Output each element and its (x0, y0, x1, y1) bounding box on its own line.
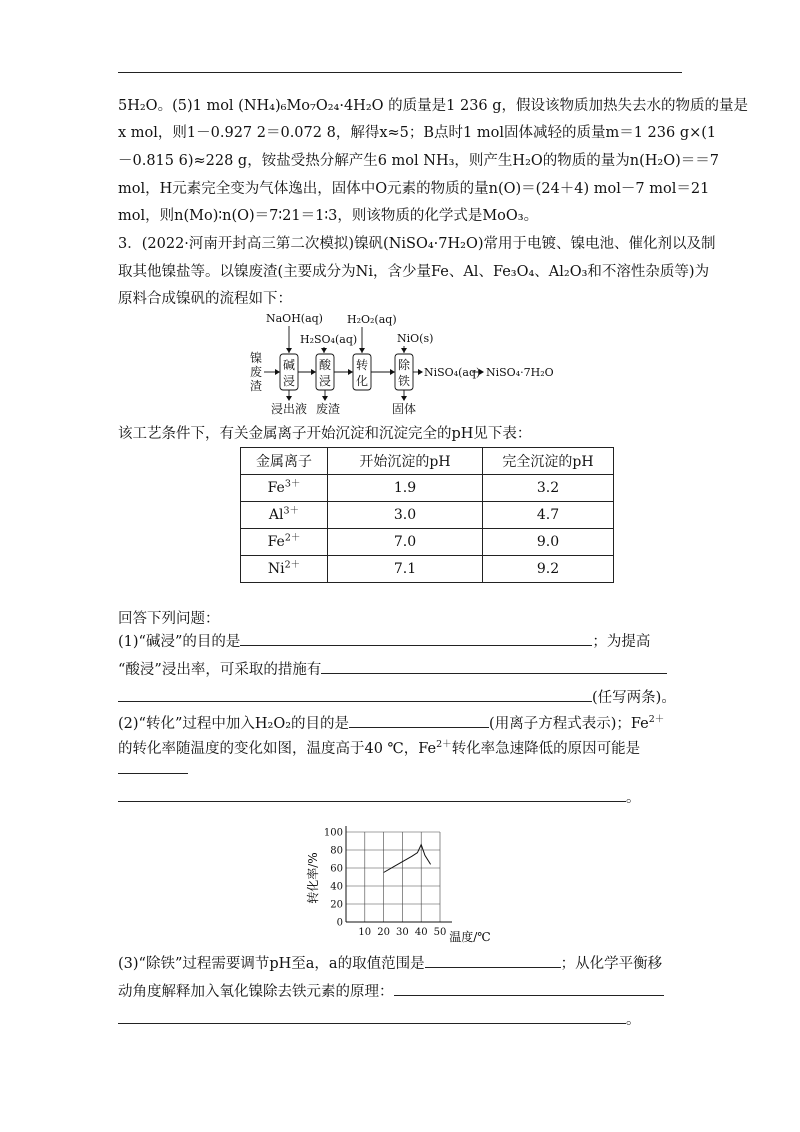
chart-axes (346, 826, 452, 922)
q3-line-1 (118, 952, 662, 974)
chart-series-line (384, 845, 431, 873)
step2-char-2: 浸 (318, 374, 332, 388)
step1-char-2: 浸 (282, 374, 296, 388)
chart-y-tick-label: 20 (330, 899, 343, 911)
step4-char-2: 铁 (397, 374, 411, 388)
end-ph-cell: 9.2 (483, 556, 614, 583)
answer-line-5: mol，则n(Mo)∶n(O)＝7∶21＝1∶3，则该物质的化学式是MoO₃。 (118, 208, 539, 224)
q2-line-4 (118, 786, 641, 808)
table-row (241, 475, 614, 502)
q1-line-1 (118, 630, 650, 652)
table-header: 金属离子 (241, 448, 328, 475)
ion-cell: $Al^{3+}$ (241, 502, 328, 529)
q3-blank-3[interactable] (118, 1008, 626, 1024)
out-leachate: 浸出液 (270, 402, 308, 416)
chart-x-tick-label: 50 (433, 927, 447, 938)
chart-y-tick-labels (324, 828, 343, 929)
chart-y-tick-label: 40 (330, 881, 343, 893)
question-intro-line-3: 原料合成镍矾的流程如下： (118, 291, 292, 307)
q2-blank-3[interactable] (118, 786, 626, 802)
q2-line-3 (118, 758, 188, 780)
end-ph-cell: 4.7 (483, 502, 614, 529)
ion-cell: $Fe^{3+}$ (241, 475, 328, 502)
q2-blank-2[interactable] (118, 758, 188, 774)
process-flow-diagram (250, 310, 560, 416)
start-char-2: 废 (250, 365, 263, 379)
start-ph-cell: 3.0 (328, 502, 483, 529)
start-ph-cell: 1.9 (328, 475, 483, 502)
q2-line-2 (118, 739, 640, 759)
reagent-naoh: NaOH(aq) (266, 312, 323, 325)
chart-grid (346, 832, 440, 922)
chart-y-tick-label: 60 (330, 863, 343, 875)
start-ph-cell: 7.0 (328, 529, 483, 556)
q3-line-2 (118, 980, 664, 1002)
step4-char-1: 除 (397, 358, 411, 372)
step3-char-2: 化 (355, 374, 369, 388)
start-ph-cell: 7.1 (328, 556, 483, 583)
answer-line-1: 5H₂O。(5)1 mol (NH₄)₆Mo₇O₂₄·4H₂O 的质量是1 236 g，假设该物质加热失去水的物质的量是 (118, 98, 749, 114)
conversion-rate-chart (290, 818, 510, 943)
q3-prompt-3: 动角度解释加入氧化镍除去铁元素的原理： (118, 984, 394, 1000)
q2-prompt: (2)“转化”过程中加入H₂O₂的目的是 (118, 716, 350, 732)
step1-char-1: 碱 (282, 358, 296, 372)
q2-prompt-3: 的转化率随温度的变化如图，温度高于40 ℃，Fe (118, 741, 437, 757)
q2-line-1 (118, 712, 664, 734)
chart-y-tick-label: 0 (336, 917, 343, 929)
chart-y-label: 转化率/% (306, 852, 320, 904)
start-char-3: 渣 (250, 379, 263, 393)
answer-lead: 回答下列问题： (118, 611, 220, 627)
answer-line-2: x mol，则1－0.927 2＝0.072 8，解得x≈5；B点时1 mol固体减轻的质量m＝1 236 g×(1 (118, 125, 717, 141)
q1-prompt-2: ；为提高 (592, 634, 651, 650)
q1-prompt: (1)“碱浸”的目的是 (118, 634, 241, 650)
chart-x-tick-label: 10 (358, 927, 372, 938)
chart-y-tick-label: 80 (330, 845, 343, 857)
table-row (241, 502, 614, 529)
question-source: (2022·河南开封高三第二次模拟) (141, 236, 355, 252)
end-ph-cell: 3.2 (483, 475, 614, 502)
q1-suffix: (任写两条)。 (592, 690, 676, 706)
q3-prompt-2: ；从化学平衡移 (560, 956, 663, 972)
q3-line-3 (118, 1008, 641, 1030)
q1-blank-2[interactable] (321, 658, 667, 674)
q3-suffix: 。 (626, 1012, 641, 1028)
q1-blank-1[interactable] (240, 630, 592, 646)
ion-cell: $Fe^{2+}$ (241, 529, 328, 556)
header-rule (118, 72, 682, 73)
question-intro-line-2: 取其他镍盐等。以镍废渣(主要成分为Ni，含少量Fe、Al、Fe₃O₄、Al₂O₃和不溶性杂质等)为 (118, 264, 710, 280)
question-intro-line-1 (118, 234, 716, 254)
q1-line-3 (118, 686, 676, 708)
table-header: 开始沉淀的pH (328, 448, 483, 475)
q1-blank-3[interactable] (118, 686, 592, 702)
out-residue: 废渣 (315, 402, 341, 416)
chart-x-label: 温度/℃ (449, 930, 491, 943)
table-row (241, 556, 614, 583)
q2-prompt-2: (用离子方程式表示)；Fe (489, 716, 649, 732)
chart-x-tick-label: 40 (414, 927, 428, 938)
q2-suffix: 。 (626, 790, 641, 806)
reagent-h2o2: H₂O₂(aq) (347, 313, 397, 326)
table-header-row (241, 448, 614, 475)
q3-blank-1[interactable] (425, 952, 561, 968)
q3-prompt: (3)“除铁”过程需要调节pH至a，a的取值范围是 (118, 956, 425, 972)
step2-char-1: 酸 (318, 358, 332, 372)
q2-charge-2: 2＋ (436, 739, 452, 751)
q1-prompt-3: “酸浸”浸出率，可采取的措施有 (118, 662, 322, 678)
q2-prompt-4: 转化率急速降低的原因可能是 (451, 741, 641, 757)
chart-y-tick-label: 100 (323, 827, 343, 839)
out-solid: 固体 (391, 402, 417, 416)
end-ph-cell: 9.0 (483, 529, 614, 556)
chart-series (384, 845, 431, 873)
product-nisohydrate: NiSO₄·7H₂O (486, 366, 554, 379)
ion-cell: $Ni^{2+}$ (241, 556, 328, 583)
q2-blank-1[interactable] (349, 712, 489, 728)
q2-charge-1: 2＋ (648, 714, 665, 726)
step3-char-1: 转 (355, 358, 369, 372)
reagent-nio: NiO(s) (397, 332, 434, 345)
answer-line-3: －0.815 6)≈228 g，铵盐受热分解产生6 mol NH₃，则产生H₂O的物质的量为n(H₂O)＝＝7 (118, 153, 719, 169)
start-char-1: 镍 (250, 351, 263, 365)
chart-x-tick-label: 20 (377, 927, 390, 938)
chart-x-tick-label: 30 (396, 927, 409, 938)
q3-blank-2[interactable] (394, 980, 664, 996)
question-number: 3． (118, 236, 142, 252)
product-nisoaq: NiSO₄(aq) (424, 366, 481, 379)
reagent-h2so4: H₂SO₄(aq) (300, 333, 358, 346)
q1-line-2 (118, 658, 667, 680)
answer-line-4: mol，H元素完全变为气体逸出，固体中O元素的物质的量n(O)＝(24＋4) mol－7 mol＝21 (118, 181, 710, 197)
table-intro: 该工艺条件下，有关金属离子开始沉淀和沉淀完全的pH见下表： (118, 426, 532, 442)
table-row (241, 529, 614, 556)
question-intro-1: 镍矾(NiSO₄·7H₂O)常用于电镀、镍电池、催化剂以及制 (354, 236, 716, 252)
chart-x-tick-labels (358, 927, 446, 938)
table-header: 完全沉淀的pH (483, 448, 614, 475)
ion-ph-table (240, 447, 614, 583)
